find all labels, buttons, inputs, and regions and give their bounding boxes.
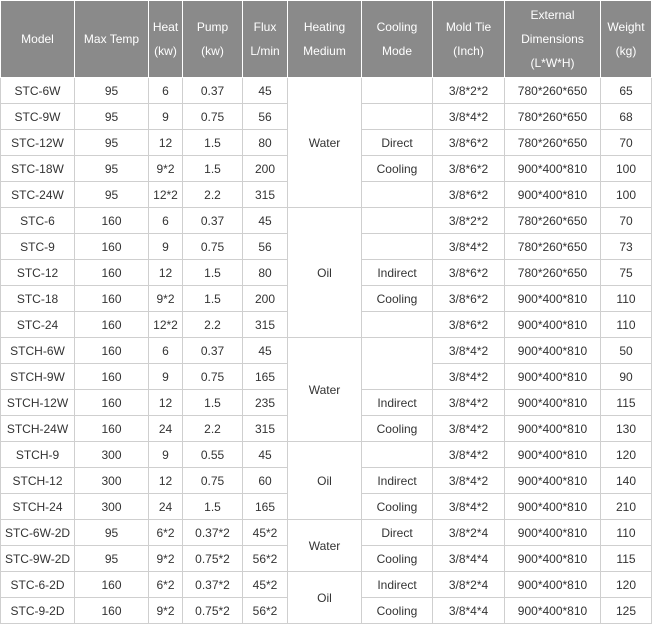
cell-weight: 120	[601, 442, 652, 468]
cell-pump: 0.75	[183, 234, 243, 260]
cell-external-dimensions: 900*400*810	[505, 156, 601, 182]
cell-pump: 0.37	[183, 78, 243, 104]
cell-pump: 2.2	[183, 182, 243, 208]
cell-mold-tie: 3/8*6*2	[433, 130, 505, 156]
cell-model: STC-9-2D	[1, 598, 75, 624]
cell-pump: 0.37*2	[183, 520, 243, 546]
cell-external-dimensions: 900*400*810	[505, 598, 601, 624]
cell-pump: 0.37	[183, 338, 243, 364]
cell-heating-medium: Water	[288, 78, 362, 208]
cell-heat: 12	[149, 468, 183, 494]
cell-flux: 45*2	[243, 520, 288, 546]
cell-cooling-mode: Indirect	[362, 572, 433, 598]
cell-pump: 0.75	[183, 468, 243, 494]
cell-weight: 210	[601, 494, 652, 520]
cell-heat: 12	[149, 390, 183, 416]
cell-max-temp: 95	[75, 182, 149, 208]
table-row	[1, 208, 652, 234]
cell-max-temp: 95	[75, 130, 149, 156]
cell-heating-medium: Oil	[288, 572, 362, 624]
cell-cooling-mode: Direct	[362, 520, 433, 546]
cell-weight: 110	[601, 286, 652, 312]
col-header-max-temp: Max Temp	[75, 1, 149, 78]
col-header-mold-tie: Mold Tie (Inch)	[433, 1, 505, 78]
cell-pump: 0.75*2	[183, 598, 243, 624]
cell-mold-tie: 3/8*4*2	[433, 494, 505, 520]
cell-cooling-mode: Cooling	[362, 494, 433, 520]
col-header-heating-medium: Heating Medium	[288, 1, 362, 78]
cell-flux: 200	[243, 286, 288, 312]
cell-mold-tie: 3/8*4*2	[433, 442, 505, 468]
cell-max-temp: 300	[75, 442, 149, 468]
cell-heat: 6	[149, 78, 183, 104]
cell-external-dimensions: 900*400*810	[505, 572, 601, 598]
cell-heat: 9	[149, 364, 183, 390]
cell-flux: 56*2	[243, 546, 288, 572]
cell-weight: 68	[601, 104, 652, 130]
cell-weight: 140	[601, 468, 652, 494]
cell-max-temp: 95	[75, 520, 149, 546]
cell-heat: 9	[149, 442, 183, 468]
cell-flux: 56	[243, 104, 288, 130]
cell-weight: 70	[601, 208, 652, 234]
cell-external-dimensions: 780*260*650	[505, 208, 601, 234]
cell-weight: 75	[601, 260, 652, 286]
cell-mold-tie: 3/8*6*2	[433, 286, 505, 312]
cell-flux: 60	[243, 468, 288, 494]
cell-pump: 0.75	[183, 364, 243, 390]
cell-external-dimensions: 900*400*810	[505, 286, 601, 312]
cell-weight: 110	[601, 312, 652, 338]
cell-pump: 0.55	[183, 442, 243, 468]
cell-heat: 24	[149, 494, 183, 520]
cell-heat: 9*2	[149, 598, 183, 624]
cell-max-temp: 160	[75, 598, 149, 624]
col-header-weight: Weight (kg)	[601, 1, 652, 78]
cell-model: STCH-12	[1, 468, 75, 494]
cell-flux: 45	[243, 208, 288, 234]
cell-external-dimensions: 900*400*810	[505, 312, 601, 338]
cell-external-dimensions: 900*400*810	[505, 468, 601, 494]
cell-max-temp: 95	[75, 104, 149, 130]
cell-model: STC-9W	[1, 104, 75, 130]
table-row	[1, 520, 652, 546]
cell-weight: 70	[601, 130, 652, 156]
cell-heating-medium: Water	[288, 520, 362, 572]
col-header-heat: Heat (kw)	[149, 1, 183, 78]
cell-mold-tie: 3/8*2*4	[433, 572, 505, 598]
cell-heat: 24	[149, 416, 183, 442]
cell-weight: 125	[601, 598, 652, 624]
cell-cooling-mode: Indirect	[362, 390, 433, 416]
cell-max-temp: 160	[75, 416, 149, 442]
cell-max-temp: 160	[75, 364, 149, 390]
cell-heat: 6	[149, 208, 183, 234]
cell-flux: 45*2	[243, 572, 288, 598]
cell-max-temp: 160	[75, 234, 149, 260]
cell-mold-tie: 3/8*6*2	[433, 312, 505, 338]
cell-flux: 45	[243, 78, 288, 104]
cell-external-dimensions: 900*400*810	[505, 520, 601, 546]
cell-pump: 0.75	[183, 104, 243, 130]
cell-weight: 120	[601, 572, 652, 598]
cell-cooling-mode	[362, 442, 433, 468]
cell-pump: 0.37*2	[183, 572, 243, 598]
cell-cooling-mode: Cooling	[362, 416, 433, 442]
cell-heat: 9*2	[149, 156, 183, 182]
cell-mold-tie: 3/8*4*2	[433, 416, 505, 442]
cell-cooling-mode: Indirect	[362, 260, 433, 286]
col-header-model: Model	[1, 1, 75, 78]
cell-mold-tie: 3/8*4*2	[433, 364, 505, 390]
cell-pump: 0.75*2	[183, 546, 243, 572]
cell-pump: 2.2	[183, 416, 243, 442]
cell-mold-tie: 3/8*6*2	[433, 260, 505, 286]
cell-external-dimensions: 900*400*810	[505, 494, 601, 520]
cell-mold-tie: 3/8*4*2	[433, 390, 505, 416]
cell-external-dimensions: 780*260*650	[505, 130, 601, 156]
cell-mold-tie: 3/8*6*2	[433, 156, 505, 182]
cell-heat: 6*2	[149, 520, 183, 546]
cell-mold-tie: 3/8*2*4	[433, 520, 505, 546]
cell-flux: 56*2	[243, 598, 288, 624]
cell-max-temp: 300	[75, 468, 149, 494]
cell-pump: 2.2	[183, 312, 243, 338]
cell-cooling-mode: Cooling	[362, 546, 433, 572]
cell-mold-tie: 3/8*6*2	[433, 182, 505, 208]
cell-mold-tie: 3/8*2*2	[433, 78, 505, 104]
cell-heating-medium: Oil	[288, 208, 362, 338]
cell-flux: 45	[243, 338, 288, 364]
cell-weight: 65	[601, 78, 652, 104]
cell-flux: 165	[243, 364, 288, 390]
cell-cooling-mode: Cooling	[362, 156, 433, 182]
cell-flux: 45	[243, 442, 288, 468]
cell-cooling-mode	[362, 312, 433, 338]
cell-model: STC-9	[1, 234, 75, 260]
cell-weight: 115	[601, 390, 652, 416]
cell-flux: 56	[243, 234, 288, 260]
cell-pump: 1.5	[183, 494, 243, 520]
table-row	[1, 78, 652, 104]
cell-external-dimensions: 900*400*810	[505, 390, 601, 416]
cell-mold-tie: 3/8*2*2	[433, 208, 505, 234]
cell-external-dimensions: 900*400*810	[505, 442, 601, 468]
cell-mold-tie: 3/8*4*2	[433, 104, 505, 130]
cell-weight: 50	[601, 338, 652, 364]
cell-external-dimensions: 900*400*810	[505, 338, 601, 364]
cell-weight: 100	[601, 156, 652, 182]
cell-model: STC-6-2D	[1, 572, 75, 598]
cell-external-dimensions: 780*260*650	[505, 234, 601, 260]
cell-mold-tie: 3/8*4*4	[433, 546, 505, 572]
cell-model: STC-12W	[1, 130, 75, 156]
cell-max-temp: 160	[75, 572, 149, 598]
cell-max-temp: 160	[75, 208, 149, 234]
cell-flux: 315	[243, 182, 288, 208]
col-header-pump: Pump (kw)	[183, 1, 243, 78]
cell-max-temp: 95	[75, 546, 149, 572]
cell-weight: 130	[601, 416, 652, 442]
cell-pump: 1.5	[183, 260, 243, 286]
col-header-flux: Flux L/min	[243, 1, 288, 78]
col-header-external-dimensions: External Dimensions (L*W*H)	[505, 1, 601, 78]
table-body	[1, 78, 652, 624]
cell-weight: 110	[601, 520, 652, 546]
cell-model: STCH-24W	[1, 416, 75, 442]
cell-pump: 1.5	[183, 130, 243, 156]
cell-heat: 12*2	[149, 182, 183, 208]
cell-heat: 12	[149, 260, 183, 286]
cell-flux: 235	[243, 390, 288, 416]
cell-external-dimensions: 780*260*650	[505, 260, 601, 286]
cell-pump: 1.5	[183, 286, 243, 312]
cell-pump: 0.37	[183, 208, 243, 234]
cell-flux: 80	[243, 130, 288, 156]
cell-heat: 9	[149, 104, 183, 130]
cell-flux: 315	[243, 312, 288, 338]
cell-heat: 12*2	[149, 312, 183, 338]
cell-mold-tie: 3/8*4*2	[433, 468, 505, 494]
cell-model: STCH-9	[1, 442, 75, 468]
cell-cooling-mode	[362, 182, 433, 208]
cell-model: STC-24	[1, 312, 75, 338]
cell-cooling-mode	[362, 104, 433, 130]
cell-heat: 12	[149, 130, 183, 156]
cell-model: STC-24W	[1, 182, 75, 208]
cell-cooling-mode	[362, 234, 433, 260]
cell-cooling-mode: Indirect	[362, 468, 433, 494]
table-row	[1, 442, 652, 468]
cell-heat: 6	[149, 338, 183, 364]
cell-heating-medium: Water	[288, 338, 362, 442]
cell-max-temp: 300	[75, 494, 149, 520]
cell-pump: 1.5	[183, 156, 243, 182]
cell-flux: 80	[243, 260, 288, 286]
cell-external-dimensions: 780*260*650	[505, 78, 601, 104]
cell-mold-tie: 3/8*4*4	[433, 598, 505, 624]
cell-cooling-mode: Cooling	[362, 286, 433, 312]
cell-max-temp: 160	[75, 312, 149, 338]
cell-model: STC-9W-2D	[1, 546, 75, 572]
cell-cooling-mode	[362, 208, 433, 234]
cell-weight: 73	[601, 234, 652, 260]
cell-weight: 115	[601, 546, 652, 572]
cell-model: STCH-12W	[1, 390, 75, 416]
cell-model: STC-6W	[1, 78, 75, 104]
cell-heating-medium: Oil	[288, 442, 362, 520]
cell-mold-tie: 3/8*4*2	[433, 338, 505, 364]
cell-heat: 9*2	[149, 546, 183, 572]
cell-external-dimensions: 900*400*810	[505, 546, 601, 572]
cell-flux: 165	[243, 494, 288, 520]
col-header-cooling-mode: Cooling Mode	[362, 1, 433, 78]
cell-model: STCH-6W	[1, 338, 75, 364]
cell-heat: 9	[149, 234, 183, 260]
cell-model: STCH-9W	[1, 364, 75, 390]
cell-flux: 200	[243, 156, 288, 182]
cell-model: STC-6	[1, 208, 75, 234]
cell-max-temp: 95	[75, 156, 149, 182]
cell-external-dimensions: 900*400*810	[505, 182, 601, 208]
table-header-row	[1, 1, 652, 78]
cell-pump: 1.5	[183, 390, 243, 416]
table-row	[1, 572, 652, 598]
cell-max-temp: 160	[75, 338, 149, 364]
cell-external-dimensions: 900*400*810	[505, 364, 601, 390]
cell-model: STC-18	[1, 286, 75, 312]
cell-model: STC-12	[1, 260, 75, 286]
cell-cooling-mode	[362, 338, 433, 390]
cell-heat: 6*2	[149, 572, 183, 598]
cell-cooling-mode: Cooling	[362, 598, 433, 624]
cell-model: STCH-24	[1, 494, 75, 520]
cell-max-temp: 95	[75, 78, 149, 104]
cell-cooling-mode	[362, 78, 433, 104]
cell-model: STC-6W-2D	[1, 520, 75, 546]
cell-external-dimensions: 780*260*650	[505, 104, 601, 130]
cell-flux: 315	[243, 416, 288, 442]
cell-weight: 90	[601, 364, 652, 390]
cell-model: STC-18W	[1, 156, 75, 182]
cell-max-temp: 160	[75, 260, 149, 286]
table-row	[1, 338, 652, 364]
cell-external-dimensions: 900*400*810	[505, 416, 601, 442]
cell-weight: 100	[601, 182, 652, 208]
cell-max-temp: 160	[75, 286, 149, 312]
cell-cooling-mode: Direct	[362, 130, 433, 156]
cell-heat: 9*2	[149, 286, 183, 312]
cell-mold-tie: 3/8*4*2	[433, 234, 505, 260]
cell-max-temp: 160	[75, 390, 149, 416]
